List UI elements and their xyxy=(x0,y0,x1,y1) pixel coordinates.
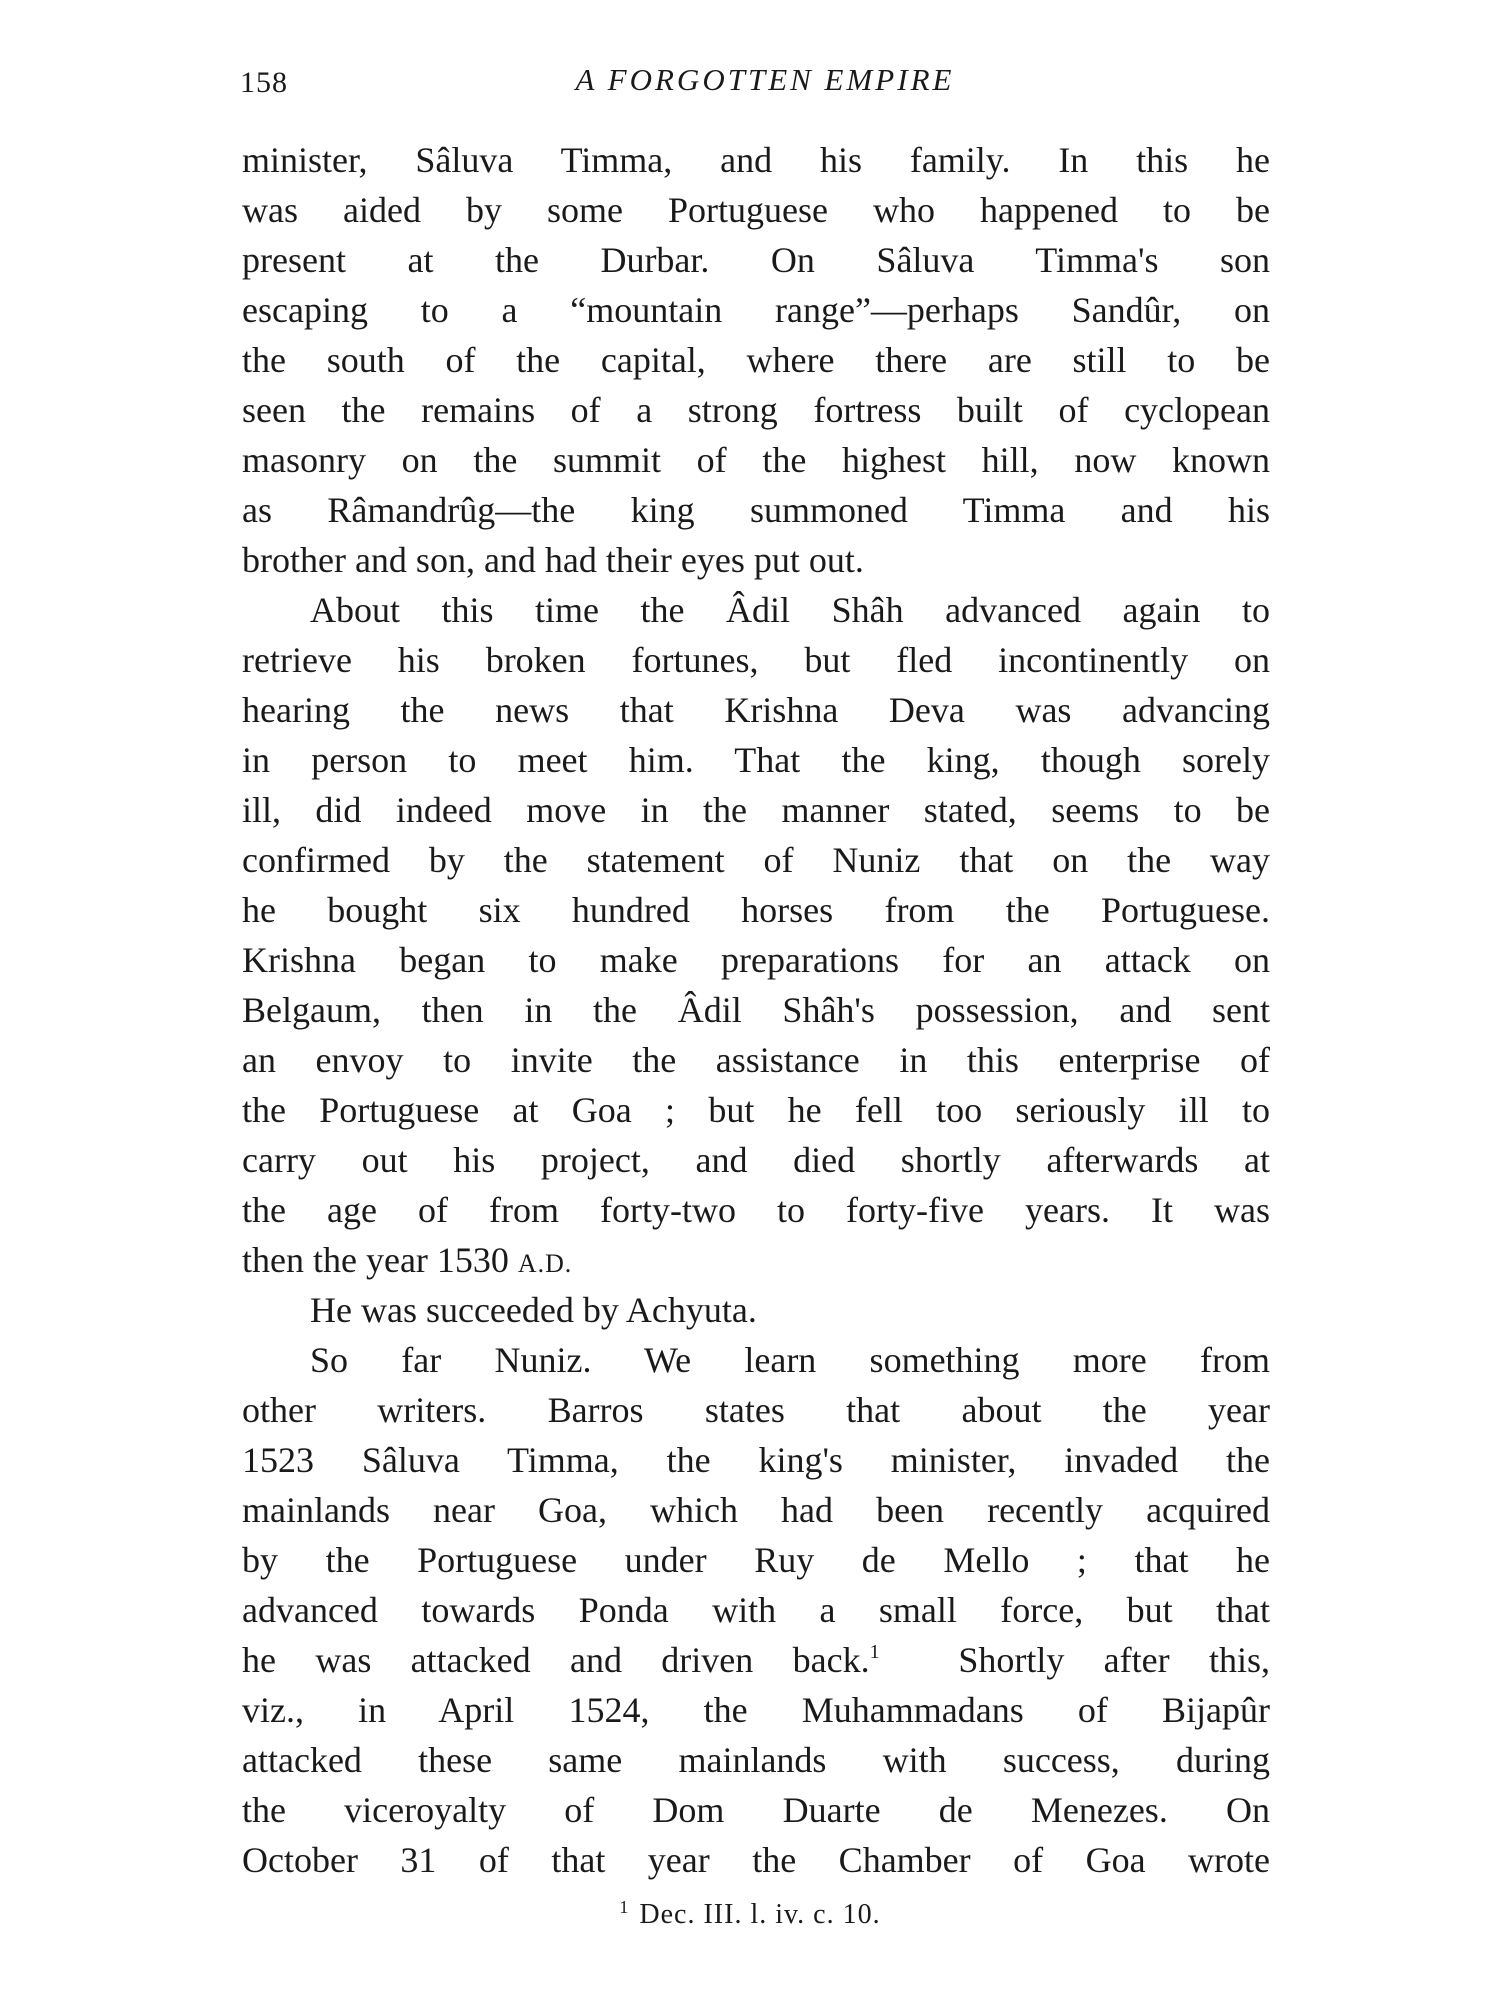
text-line: the viceroyalty of Dom Duarte de Menezes. On xyxy=(242,1790,1270,1830)
text-line: by the Portuguese under Ruy de Mello ; that he xyxy=(242,1540,1270,1580)
text-line: viz., in April 1524, the Muhammadans of Bijapûr xyxy=(242,1690,1270,1730)
footnote-reference[interactable]: 1 xyxy=(869,1641,880,1663)
page-number: 158 xyxy=(240,66,288,99)
text-line: 1523 Sâluva Timma, the king's minister, invaded the xyxy=(242,1440,1270,1480)
text-line: was aided by some Portuguese who happened to be xyxy=(242,190,1270,230)
text-line-with-era xyxy=(242,1235,1270,1285)
text-line: minister, Sâluva Timma, and his family. In this he xyxy=(242,140,1270,180)
text-line: the south of the capital, where there are still to be xyxy=(242,340,1270,380)
text-line: other writers. Barros states that about the year xyxy=(242,1390,1270,1430)
footnote xyxy=(0,1897,1500,1931)
text-line: present at the Durbar. On Sâluva Timma's son xyxy=(242,240,1270,280)
book-title: A FORGOTTEN EMPIRE xyxy=(575,62,955,97)
text-line-part: he was attacked and driven back. xyxy=(242,1640,870,1680)
text-line: as Râmandrûg—the king summoned Timma and his xyxy=(242,490,1270,530)
body-text xyxy=(242,135,1270,1885)
text-line: he bought six hundred horses from the Portuguese. xyxy=(242,890,1270,930)
footnote-marker: 1 xyxy=(619,1897,630,1917)
text-line-part: then the year 1530 xyxy=(242,1240,509,1280)
text-line: brother and son, and had their eyes put out. xyxy=(242,540,864,580)
text-line: the age of from forty-two to forty-five years. It was xyxy=(242,1190,1270,1230)
text-line: mainlands near Goa, which had been recently acquired xyxy=(242,1490,1270,1530)
paragraph-line: He was succeeded by Achyuta. xyxy=(310,1290,757,1330)
paragraph-start-line: So far Nuniz. We learn something more from xyxy=(310,1340,1270,1380)
footnote-text: Dec. III. l. iv. c. 10. xyxy=(639,1899,881,1930)
text-line: ill, did indeed move in the manner stated, seems to be xyxy=(242,790,1270,830)
text-line-part: Shortly after this, xyxy=(958,1640,1270,1680)
text-line: the Portuguese at Goa ; but he fell too seriously ill to xyxy=(242,1090,1270,1130)
text-line: hearing the news that Krishna Deva was advancing xyxy=(242,690,1270,730)
text-line-with-footnote-ref xyxy=(242,1635,1270,1685)
text-line: October 31 of that year the Chamber of Goa wrote xyxy=(242,1840,1270,1880)
text-line: retrieve his broken fortunes, but fled incontinently on xyxy=(242,640,1270,680)
text-line: Krishna began to make preparations for an attack on xyxy=(242,940,1270,980)
text-line: seen the remains of a strong fortress built of cyclopean xyxy=(242,390,1270,430)
text-line: Belgaum, then in the Âdil Shâh's possession, and sent xyxy=(242,990,1270,1030)
text-line: advanced towards Ponda with a small force, but that xyxy=(242,1590,1270,1630)
text-line: an envoy to invite the assistance in this enterprise of xyxy=(242,1040,1270,1080)
text-line: attacked these same mainlands with success, during xyxy=(242,1740,1270,1780)
running-head xyxy=(240,62,1270,112)
paragraph-start-line: About this time the Âdil Shâh advanced again to xyxy=(310,590,1270,630)
era-abbreviation: A.D. xyxy=(517,1249,573,1278)
text-line: masonry on the summit of the highest hill, now known xyxy=(242,440,1270,480)
text-line: in person to meet him. That the king, though sorely xyxy=(242,740,1270,780)
text-line: carry out his project, and died shortly afterwards at xyxy=(242,1140,1270,1180)
text-line: escaping to a “mountain range”—perhaps Sandûr, on xyxy=(242,290,1270,330)
text-line: confirmed by the statement of Nuniz that on the way xyxy=(242,840,1270,880)
